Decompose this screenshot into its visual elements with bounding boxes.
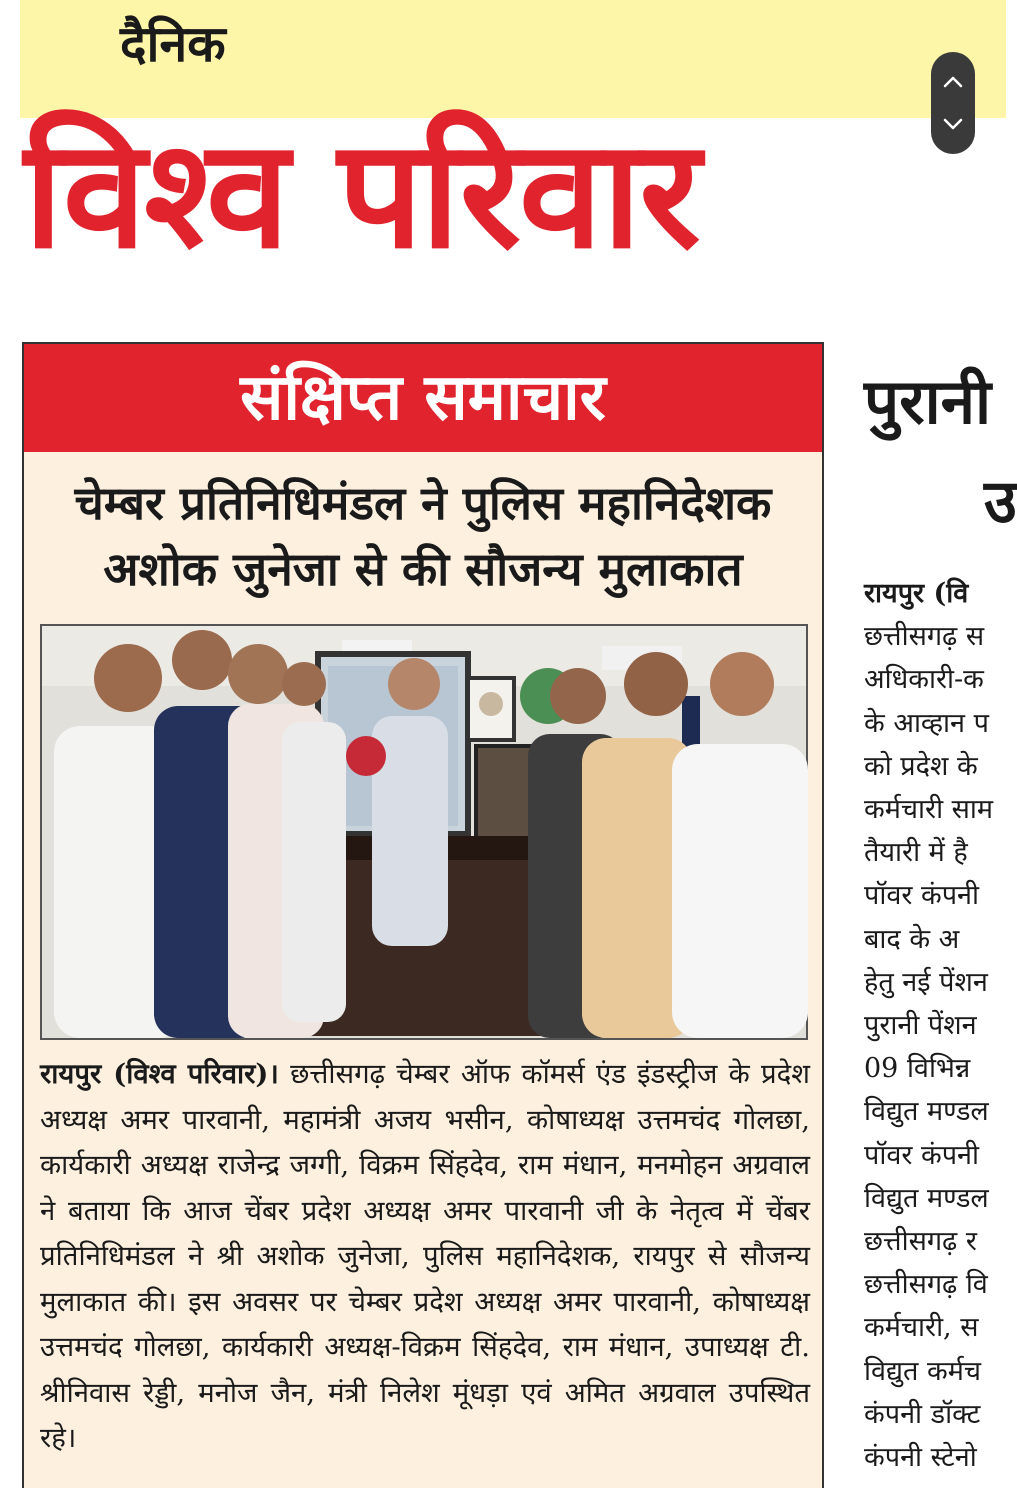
side-line: पॉवर कंपनी [864,880,980,912]
side-line: बाद के अ [864,923,960,955]
side-line: पॉवर कंपनी [864,1139,980,1171]
side-line: छत्तीसगढ़ वि [864,1269,988,1301]
side-line: के आव्हान प [864,707,989,739]
article-dateline: रायपुर (विश्व परिवार)। [40,1058,279,1090]
chevron-up-icon[interactable] [931,60,975,104]
side-line: कंपनी स्टेनो [864,1442,977,1474]
brief-news-box [22,342,824,1488]
newspaper-title: विश्व परिवार [24,108,699,282]
masthead-daily-label: दैनिक [120,15,226,73]
side-article-headline: पुरानी [864,365,992,438]
side-line: 09 विभिन्न [864,1053,971,1085]
side-line: छत्तीसगढ़ र [864,1226,977,1258]
side-article-headline-line2: उ [984,467,1017,537]
side-line: रायपुर (वि [864,578,969,609]
section-banner-label: संक्षिप्त समाचार [240,361,606,435]
side-article-text [864,572,993,1479]
section-banner [24,344,822,452]
side-line: विद्युत कर्मच [864,1355,982,1387]
side-line: कर्मचारी, स [864,1312,979,1344]
side-line: विद्युत मण्डल [864,1096,989,1128]
side-line: अधिकारी-क [864,664,984,696]
article-photo [40,624,808,1040]
side-line: तैयारी में है [864,837,968,869]
side-line: विद्युत मण्डल [864,1182,989,1214]
delegation-photo-illustration [42,626,806,1038]
article-body [40,1052,810,1462]
side-line: हेतु नई पेंशन [864,966,988,998]
side-article-column [828,342,1017,1488]
side-line: को प्रदेश के [864,750,978,782]
article-body-text: छत्तीसगढ़ चेम्बर ऑफ कॉमर्स एंड इंडस्ट्रीज के प्रदेश अध्यक्ष अमर पारवानी, महामंत्री अजय भसीन, कोषाध्यक्ष उत्तमचंद गोलछा, कार्यकारी अध्यक्ष राजेन्द्र जग्गी, विक्रम सिंहदेव, राम मंधान, मनमोहन अग्रवाल ने बताया कि आज चेंबर प्रदेश अध्यक्ष अमर पारवानी जी के नेतृत्व में चेंबर प्रतिनिधिमंडल ने श्री अशोक जुनेजा, पुलिस महानिदेशक, रायपुर से सौजन्य मुलाकात की। इस अवसर पर चेम्बर प्रदेश अध्यक्ष अमर पारवानी, कोषाध्यक्ष उत्तमचंद गोलछा, कार्यकारी अध्यक्ष-विक्रम सिंहदेव, राम मंधान, उपाध्यक्ष टी. श्रीनिवास रेड्डी, मनोज जैन, मंत्री निलेश मूंधड़ा एवं अमित अग्रवाल उपस्थित रहे। [40,1058,810,1454]
article-headline: चेम्बर प्रतिनिधिमंडल ने पुलिस महानिदेशक अशोक जुनेजा से की सौजन्य मुलाकात [74,476,772,596]
side-line: छत्तीसगढ़ स [864,621,985,653]
chevron-down-icon[interactable] [931,102,975,146]
page-scroll-control[interactable] [931,52,975,154]
side-line: कर्मचारी साम [864,794,994,826]
side-line: पुरानी पेंशन [864,1010,977,1042]
side-line: कंपनी डॉक्ट [864,1398,981,1430]
